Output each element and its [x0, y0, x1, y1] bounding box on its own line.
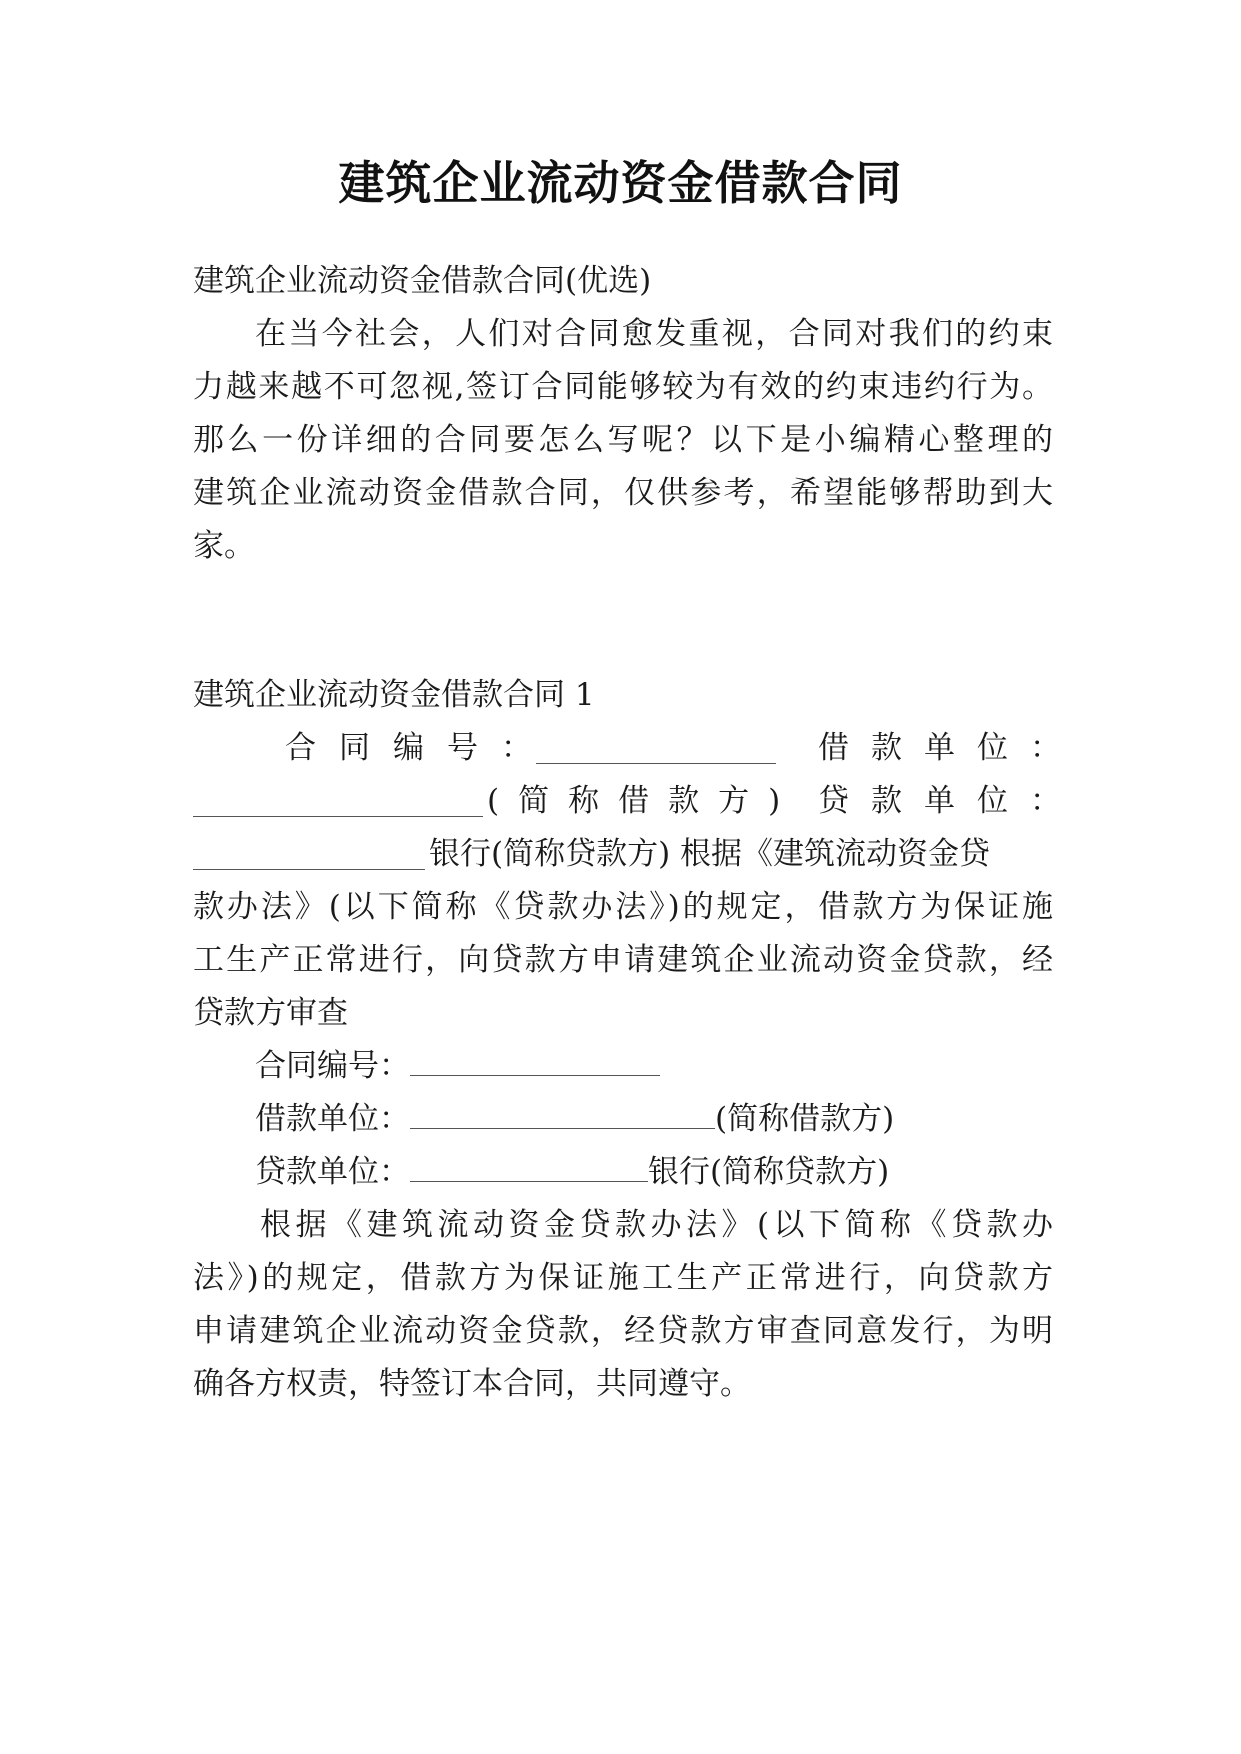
closing-line-2: 法》)的规定，借款方为保证施工生产正常进行，向贷款方 — [193, 1260, 1053, 1296]
borrower-blank — [193, 790, 483, 817]
field-borrower-label: 借款单位： — [255, 1101, 410, 1137]
field-lender-label: 贷款单位： — [255, 1154, 410, 1190]
closing-line-4: 确各方权责，特签订本合同，共同遵守。 — [193, 1366, 751, 1402]
field-borrower-blank — [410, 1102, 715, 1129]
document-title: 建筑企业流动资金借款合同 — [338, 156, 903, 210]
body-line-3: 贷款方审查 — [193, 995, 348, 1031]
section-heading: 建筑企业流动资金借款合同 1 — [193, 677, 595, 713]
field-contract-no — [255, 1037, 1053, 1095]
field-contract-no-blank — [410, 1049, 660, 1076]
closing-line-3: 申请建筑企业流动资金贷款，经贷款方审查同意发行，为明 — [193, 1313, 1053, 1349]
borrower-label: 借款单位： — [818, 730, 1083, 766]
borrower-short: (简称借款方) — [487, 783, 800, 819]
intro-line-3: 那么一份详细的合同要怎么写呢？以下是小编精心整理的 — [193, 422, 1053, 458]
field-lender — [255, 1143, 1053, 1201]
field-lender-suffix: 银行(简称贷款方) — [648, 1154, 890, 1190]
intro-line-5: 家。 — [193, 528, 255, 564]
lender-blank — [193, 843, 425, 870]
lender-bank-text: 银行(简称贷款方) 根据《建筑流动资金贷 — [429, 836, 991, 872]
contract-no-blank — [536, 737, 776, 764]
lender-label: 贷款单位： — [818, 783, 1083, 819]
intro-line-4: 建筑企业流动资金借款合同，仅供参考，希望能够帮助到大 — [193, 475, 1053, 511]
intro-line-2: 力越来越不可忽视,签订合同能够较为有效的约束违约行为。 — [193, 369, 1053, 405]
intro-line-1: 在当今社会，人们对合同愈发重视，合同对我们的约束 — [255, 316, 1053, 352]
field-borrower — [255, 1090, 1053, 1148]
body-line-2: 工生产正常进行，向贷款方申请建筑企业流动资金贷款，经 — [193, 942, 1053, 978]
field-borrower-suffix: (简称借款方) — [715, 1101, 895, 1137]
closing-line-1: 根据《建筑流动资金贷款办法》(以下简称《贷款办 — [260, 1207, 1053, 1243]
field-lender-blank — [410, 1155, 648, 1182]
contract-no-label: 合同编号： — [285, 730, 555, 766]
body-line-1: 款办法》(以下简称《贷款办法》)的规定，借款方为保证施 — [193, 889, 1053, 925]
document-subtitle: 建筑企业流动资金借款合同(优选) — [193, 263, 652, 299]
field-contract-no-label: 合同编号： — [255, 1048, 410, 1084]
